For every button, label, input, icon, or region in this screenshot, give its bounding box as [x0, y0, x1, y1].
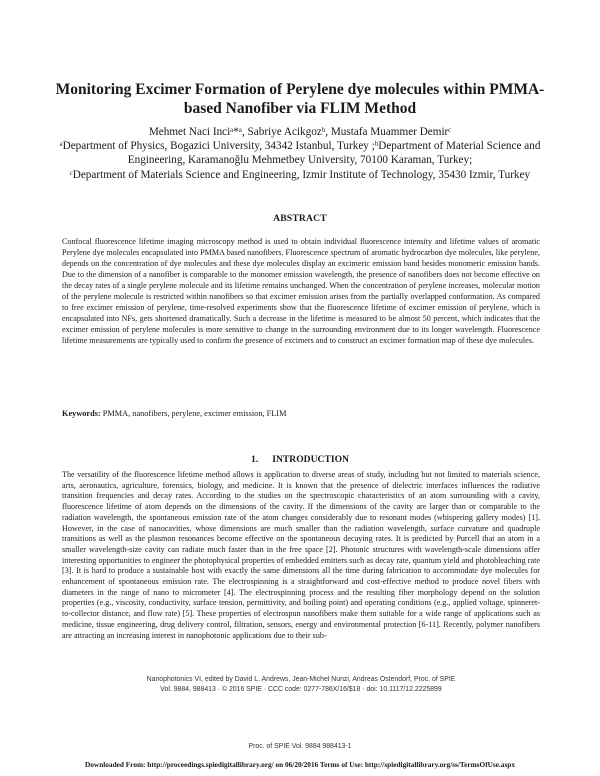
author-list: Mehmet Naci Inciᵃ*ᵃ, Sabriye Acikgozᵇ, Mustafa Muammer Demirᶜ [148, 126, 452, 138]
page-footer-proc: Proc. of SPIE Vol. 9884 988413-1 [248, 743, 352, 750]
affiliation-line: ᵃDepartment of Physics, Bogazici University, 34342 Istanbul, Turkey ;ᵇDepartment of Material Science and Engineering, Karamanoğlu Mehmetbey University, 70100 Karaman, Turkey; [59, 140, 541, 167]
keywords-text: PMMA, nanofibers, perylene, excimer emission, FLIM [102, 409, 287, 418]
keywords-label: Keywords: [62, 409, 101, 418]
conference-line: Nanophotonics VI, edited by David L. Andrews, Jean-Michel Nunzi, Andreas Ostendorf, Proc. of SPIE [146, 676, 456, 683]
section-heading-introduction [0, 454, 600, 465]
affiliation-line: ᶜDepartment of Materials Science and Engineering, Izmir Institute of Technology, 35430 Izmir, Turkey [69, 168, 531, 181]
download-notice: Downloaded From: http://proceedings.spiedigitallibrary.org/ on 06/20/2016 Terms of Use: http://spiedigitallibrary.org/ss/TermsOfUse.aspx [85, 760, 515, 769]
introduction-text: The versatility of the fluorescence lifetime method allows is application to diverse areas of study, including but not limited to materials science, arts, aeronautics, agriculture, forensics, biology, and medicine. It is known that the presence of dielectric interfaces influences the radiative transition frequencies and decay rates. According to the studies on the spectroscopic characteristics of an atom surrounding with a cavity, fluorescence lifetime of atom depends on the dimensions of the cavity. If the dimensions of the cavity are larger than or comparable to the radiation wavelength, the spontaneous emission rate of the atom changes considerably due to resonant modes (whispering gallery modes) [1]. However, in the case of nanocavities, whose dimensions are much smaller than the radiation wavelength, surface curvature and quadruple transitions as well as the plasmon resonances become effective on the spontaneous decaying rates. It is predicted by Purcell that an atom in a smaller wavelength-size cavity can radiate much faster than in the free space [2]. Photonic structures with wavelength-scale dimensions offer interesting opportunities to engineer the photophysical properties of embedded emitters such as decay rate, quantum yield and photobleaching rate [3]. It is hard to produce a sustainable host with exactly the same dimensions all the time during fabrication to accommodate dye molecules for enhancement of spontaneous emission rate. The electrospinning is a straightforward and cost-effective method to produce novel fibers with diameters in the range of nano to micrometer [4]. The electrospinning process and the resulting fiber morphology depend on the solution properties (e.g., viscosity, conductivity, surface tension, permittivity, and boiling point) and operating conditions (e.g., applied voltage, spinneret-to-collector distance, and flow rate) [5]. These properties of electrospun nanofibers make them suitable for a wide range of applications such as medicine, tissue engineering, drug delivery control, filtration, sensors, energy and environmental protection [6-11]. Recently, polymer nanofibers are attracting an increasing interest in nanophotonic applications due to their sub- [62, 470, 540, 640]
abstract-heading: ABSTRACT [273, 213, 327, 224]
section-number: 1. [251, 454, 259, 465]
paper-title: Monitoring Excimer Formation of Perylene dye molecules within PMMA-based Nanofiber via FLIM Method [55, 81, 545, 117]
conference-line: Vol. 9884, 988413 · © 2016 SPIE · CCC code: 0277-786X/16/$18 · doi: 10.1117/12.2225899 [160, 685, 442, 693]
affiliations [50, 139, 550, 182]
section-title: INTRODUCTION [272, 454, 349, 465]
abstract-text: Confocal fluorescence lifetime imaging microscopy method is used to obtain individual fluorescence intensity and lifetime values of aromatic Perylene dye molecules encapsulated into PMMA based nanofibers. Fluorescence spectrum of aromatic hydrocarbon dye molecules, like perylene, depends on the concentration of dye molecules and these dye molecules display an excimeric emission band besides monomeric emission bands. Due to the dimension of a nanofiber is comparable to the monomer emission wavelength, the presence of nanofibers does not become effective on the decay rates of a single perylene molecule and its lifetime remains unchanged. When the concentration of perylene increases, molecular motion of the perylene molecule is restricted within nanofibers so that excimer emission arises from the partially overlapped conformation. As compared to free excimer emission of perylene, time-resolved experiments show that the fluorescence lifetime of excimer emission of perylene, which is encapsulated into NFs, gets shortened dramatically. Such a decrease in the lifetime is measured to be almost 50 percent, which indicates that the excimer emission of perylene molecules is more sensitive to change in the surrounding environment due to its longer wavelength. Fluorescence lifetime measurements are typically used to confirm the presence of excimers and to construct an excimer formation map of these dye molecules. [62, 237, 540, 345]
keywords [62, 408, 540, 419]
conference-citation [62, 675, 540, 694]
